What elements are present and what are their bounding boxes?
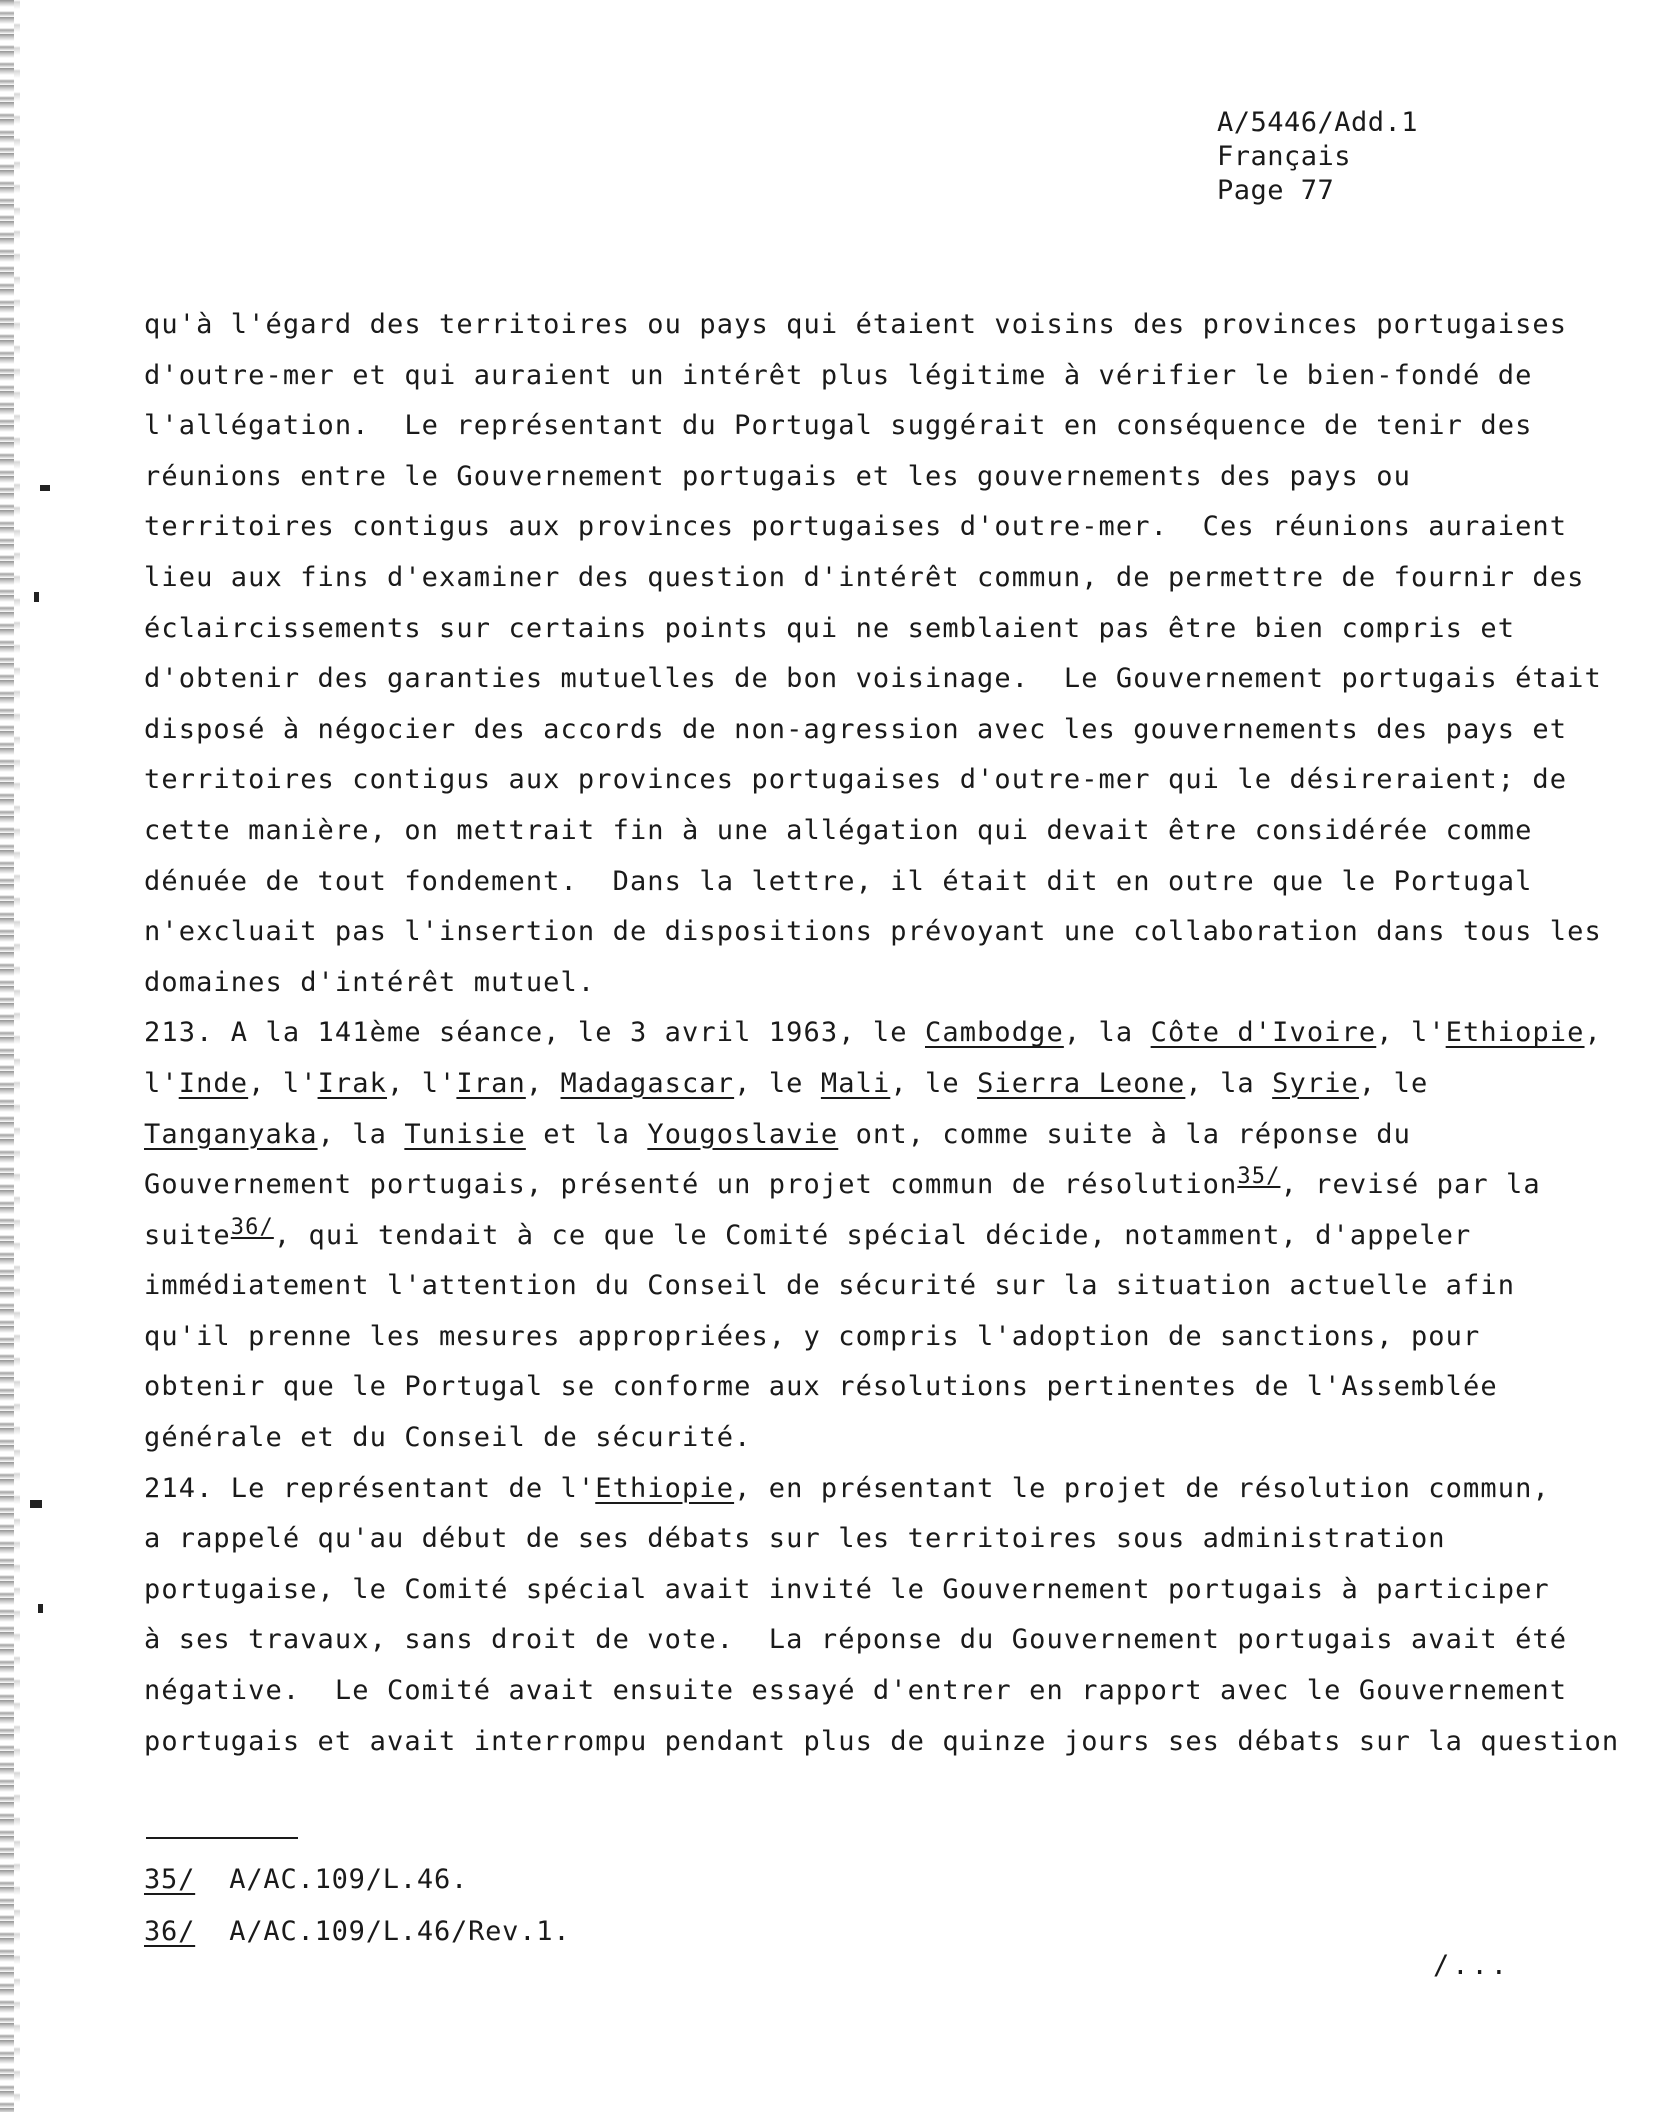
document-language: Français (1217, 141, 1352, 172)
text-span: ont, comme suite à la réponse du (838, 1118, 1411, 1150)
footnote-36 (144, 1906, 570, 1958)
text-line: réunions entre le Gouvernement portugais et les gouvernements des pays ou (144, 460, 1411, 492)
country-sierra-leone: Sierra Leone (977, 1067, 1186, 1099)
country-inde: Inde (178, 1067, 249, 1099)
scan-speck (38, 1604, 43, 1613)
text-span: 213. A la 141ème séance, le 3 avril 1963, le (144, 1017, 925, 1049)
footnotes (144, 1854, 570, 1958)
text-line: disposé à négocier des accords de non-agression avec les gouvernements des pays et (144, 713, 1568, 745)
footnote-ref-36[interactable]: 36/ (230, 1214, 274, 1240)
text-line: territoires contigus aux provinces portugaises d'outre-mer. Ces réunions auraient (144, 511, 1568, 543)
text-line: d'outre-mer et qui auraient un intérêt plus légitime à vérifier le bien-fondé de (144, 359, 1533, 391)
paragraph-214-line (144, 1464, 1564, 1515)
country-cambodge: Cambodge (925, 1017, 1064, 1049)
text-span: , le (890, 1067, 978, 1099)
page-number: Page 77 (1217, 175, 1335, 206)
footnote-separator (146, 1837, 298, 1839)
country-ethiopie: Ethiopie (595, 1472, 735, 1504)
paragraph-213-line (144, 1059, 1564, 1110)
text-line: obtenir que le Portugal se conforme aux résolutions pertinentes de l'Assemblée (144, 1371, 1498, 1403)
text-line: à ses travaux, sans droit de vote. La réponse du Gouvernement portugais avait été (144, 1624, 1568, 1656)
country-tunisie: Tunisie (404, 1118, 526, 1150)
text-line: a rappelé qu'au début de ses débats sur les territoires sous administration (144, 1523, 1446, 1555)
scan-speck (34, 592, 39, 602)
text-line: négative. Le Comité avait ensuite essayé d'entrer en rapport avec le Gouvernement (144, 1675, 1568, 1707)
body-text (144, 300, 1620, 1767)
country-syrie: Syrie (1272, 1067, 1359, 1099)
country-iran: Iran (456, 1067, 526, 1099)
footnote-mark: 36/ (144, 1916, 196, 1947)
country-yougoslavie: Yougoslavie (647, 1118, 839, 1150)
document-header (1217, 106, 1418, 208)
text-span: , en présentant le projet de résolution commun, (734, 1472, 1550, 1504)
paragraph-213-line (144, 1160, 1564, 1211)
text-line: éclaircissements sur certains points qui ne semblaient pas être bien compris et (144, 612, 1516, 644)
text-span: , le (1358, 1067, 1429, 1099)
text-span: l' (144, 1067, 179, 1099)
text-line: qu'à l'égard des territoires ou pays qui étaient voisins des provinces portugaises (144, 309, 1568, 340)
text-span: Gouvernement portugais, présenté un projet commun de résolution (144, 1169, 1238, 1201)
text-line: portugaise, le Comité spécial avait invité le Gouvernement portugais à participer (144, 1573, 1550, 1605)
country-tanganyaka: Tanganyaka (144, 1118, 318, 1150)
text-span: , (525, 1067, 561, 1099)
footnote-35 (144, 1854, 570, 1906)
text-line: qu'il prenne les mesures appropriées, y compris l'adoption de sanctions, pour (144, 1320, 1481, 1352)
text-line: cette manière, on mettrait fin à une allégation qui devait être considérée comme (144, 814, 1533, 846)
scan-edge-noise (0, 0, 14, 2112)
footnote-mark: 35/ (144, 1864, 196, 1895)
text-span: , revisé par la (1280, 1169, 1541, 1201)
text-span: , la (1185, 1067, 1273, 1099)
continuation-marker: /... (1433, 1950, 1511, 1981)
footnote-text: A/AC.109/L.46/Rev.1. (229, 1916, 571, 1947)
text-span: , la (317, 1118, 405, 1150)
country-cote-ivoire: Côte d'Ivoire (1150, 1017, 1377, 1049)
footnote-text: A/AC.109/L.46. (229, 1864, 469, 1895)
document-symbol: A/5446/Add.1 (1217, 107, 1419, 138)
text-span: , la (1063, 1017, 1151, 1049)
paragraph-213-line (144, 1110, 1564, 1161)
text-line: territoires contigus aux provinces portugaises d'outre-mer qui le désireraient; de (144, 764, 1568, 796)
country-ethiopie: Ethiopie (1445, 1017, 1585, 1049)
text-span: , l' (248, 1067, 318, 1099)
text-line: d'obtenir des garanties mutuelles de bon voisinage. Le Gouvernement portugais était (144, 663, 1602, 695)
text-span: suite (144, 1219, 231, 1251)
text-line: immédiatement l'attention du Conseil de sécurité sur la situation actuelle afin (144, 1270, 1516, 1302)
text-line: portugais et avait interrompu pendant plus de quinze jours ses débats sur la question (144, 1725, 1620, 1757)
text-line: lieu aux fins d'examiner des question d'intérêt commun, de permettre de fournir des (144, 561, 1585, 593)
text-span: , l' (386, 1067, 457, 1099)
text-line: dénuée de tout fondement. Dans la lettre, il était dit en outre que le Portugal (144, 865, 1533, 897)
footnote-ref-35[interactable]: 35/ (1237, 1164, 1281, 1190)
scan-speck (30, 1500, 42, 1508)
text-line: n'excluait pas l'insertion de dispositions prévoyant une collaboration dans tous les (144, 916, 1602, 948)
country-madagascar: Madagascar (560, 1067, 735, 1099)
text-line: générale et du Conseil de sécurité. (144, 1422, 752, 1454)
text-span: et la (525, 1118, 648, 1150)
text-span: , qui tendait à ce que le Comité spécial décide, notamment, d'appeler (273, 1219, 1472, 1251)
text-span: , l' (1376, 1017, 1446, 1049)
country-mali: Mali (820, 1067, 891, 1099)
text-span: , le (734, 1067, 821, 1099)
country-irak: Irak (317, 1067, 387, 1099)
paragraph-213-line (144, 1211, 1564, 1262)
scan-edge-noise-inner (14, 0, 20, 2112)
text-span: , (1584, 1017, 1602, 1049)
text-line: l'allégation. Le représentant du Portugal suggérait en conséquence de tenir des (144, 410, 1533, 442)
scan-speck (40, 485, 50, 491)
text-span: 214. Le représentant de l' (144, 1472, 596, 1504)
paragraph-213-line (144, 1008, 1602, 1059)
text-line: domaines d'intérêt mutuel. (144, 966, 596, 998)
